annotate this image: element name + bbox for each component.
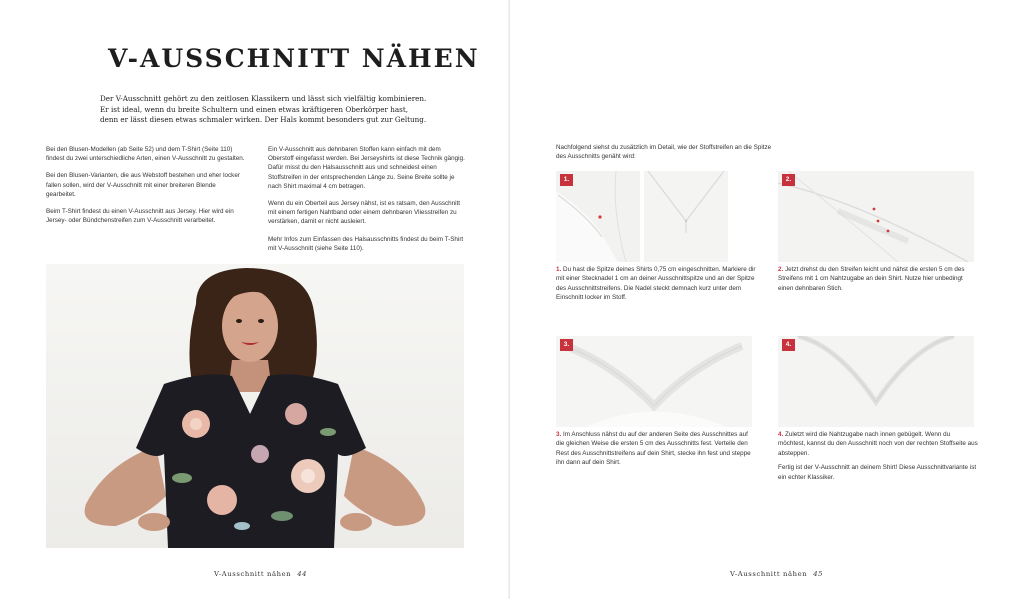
lead-paragraph: Nachfolgend siehst du zusätzlich im Detail, wie der Stoffstreifen an die Spitze des Ausschnitts genäht wird: <box>556 144 772 161</box>
step-number: 3. <box>556 431 562 438</box>
step-number: 1. <box>556 266 562 273</box>
step-3-caption <box>556 430 756 473</box>
model-illustration <box>46 264 464 548</box>
step-number-badge: 3. <box>560 339 573 351</box>
page-number: 45 <box>813 570 824 578</box>
folio-right <box>730 570 823 578</box>
right-page <box>510 0 1020 599</box>
intro-paragraph <box>100 94 427 126</box>
pin-marker-icon <box>877 220 880 223</box>
caption-text: Zuletzt wird die Nahtzugabe nach innen gebügelt. Wenn du möchtest, kannst du den Ausschnitt noch von der rechten Stoffseite aus absteppen. <box>778 431 978 457</box>
fabric-image <box>556 336 752 427</box>
step-1-photo-b <box>644 171 728 262</box>
caption-text: Du hast die Spitze deines Shirts 0,75 cm eingeschnitten. Markiere dir mit einer Stecknadel 1 cm an deiner Ausschnittspitze und an der Spitze des Ausschnittstreifens. Die Nadel steckt demnach kurz unter dem Einschnitt locker im Stoff. <box>556 266 756 302</box>
body-paragraph: Beim T-Shirt findest du einen V-Ausschnitt aus Jersey. Hier wird ein Jersey- oder Bündchenstreifen zum V-Ausschnitt verarbeitet. <box>46 208 234 225</box>
page-title: V-AUSSCHNITT NÄHEN <box>108 44 480 73</box>
caption-paragraph <box>556 430 756 468</box>
step-4-caption <box>778 430 978 487</box>
step-4-photo <box>778 336 974 427</box>
body-paragraph: Bei den Blusen-Modellen (ab Seite 52) und dem T-Shirt (Seite 110) findest du zwei unterschiedliche Arten, einen V-Ausschnitt zu gestalten. <box>46 146 245 163</box>
fabric-image <box>778 171 974 262</box>
caption-paragraph <box>778 430 978 458</box>
pin-marker-icon <box>887 230 890 233</box>
pin-marker-icon <box>598 215 601 218</box>
step-1-caption <box>556 265 762 308</box>
step-number-badge: 2. <box>782 174 795 186</box>
caption-paragraph <box>556 265 762 303</box>
intro-line: denn er lässt diesen etwas schmaler wirken. Der Hals kommt besonders gut zur Geltung. <box>100 115 427 124</box>
body-column-2 <box>268 145 468 261</box>
step-number-badge: 1. <box>560 174 573 186</box>
body-paragraph: Wenn du ein Oberteil aus Jersey nähst, ist es ratsam, den Ausschnitt mit einem fertigen Nahtband oder einem dehnbaren Vliesstreifen zu verstärken, damit er nicht ausleiert. <box>268 200 461 226</box>
intro-line: Er ist ideal, wenn du breite Schultern und einen etwas kräftigeren Oberkörper hast, <box>100 104 408 114</box>
step-2-photo <box>778 171 974 262</box>
fabric-image <box>644 171 728 262</box>
body-paragraph: Ein V-Ausschnitt aus dehnbaren Stoffen kann einfach mit dem Oberstoff eingefasst werden. Bei Jerseyshirts ist diese Technik gängig. Dafür misst du den Halsausschnitt aus und schneidest einen Stoffstreifen in der entsprechenden Länge zu. Seine Breite sollte je nach Shirt maximal 4 cm betragen. <box>268 146 465 190</box>
folio-text: V-Ausschnitt nähen <box>730 570 808 578</box>
step-number-badge: 4. <box>782 339 795 351</box>
body-paragraph: Mehr Infos zum Einfassen des Halsausschnitts findest du beim T-Shirt mit V-Ausschnitt (siehe Seite 110). <box>268 235 464 252</box>
step-number: 2. <box>778 266 784 273</box>
intro-line: Der V-Ausschnitt gehört zu den zeitlosen Klassikern und lässt sich vielfältig kombinieren. <box>100 94 427 103</box>
body-paragraph: Bei den Blusen-Varianten, die aus Webstoff bestehen und eher locker fallen sollen, wird der V-Ausschnitt mit einer breiteren Blende gearbeitet. <box>46 172 240 198</box>
body-column-1 <box>46 145 246 233</box>
caption-paragraph <box>778 265 978 293</box>
caption-text: Jetzt drehst du den Streifen leicht und nähst die ersten 5 cm des Streifens mit 1 cm Nahtzugabe an dein Shirt. Nutze hier unbedingt einen dehnbaren Stich. <box>778 266 965 292</box>
fabric-image <box>778 336 974 427</box>
step-2-caption <box>778 265 978 298</box>
caption-paragraph: Fertig ist der V-Ausschnitt an deinem Shirt! Diese Ausschnittvariante ist ein echter Klassiker. <box>778 464 977 481</box>
step-3-photo <box>556 336 752 427</box>
step-number: 4. <box>778 431 784 438</box>
page-number: 44 <box>297 570 308 578</box>
caption-text: Im Anschluss nähst du auf der anderen Seite des Ausschnittes auf die gleichen Weise die ersten 5 cm des Ausschnitts fest. Verteile den Rest des Ausschnittstreifens auf dein Shirt, stecke ihn fest und steppe ihn dann auf dein Shirt. <box>556 431 751 467</box>
folio-text: V-Ausschnitt nähen <box>214 570 292 578</box>
folio-left <box>214 570 307 578</box>
model-photo <box>46 264 464 548</box>
pin-marker-icon <box>873 208 876 211</box>
step-1-photo-a <box>556 171 640 262</box>
